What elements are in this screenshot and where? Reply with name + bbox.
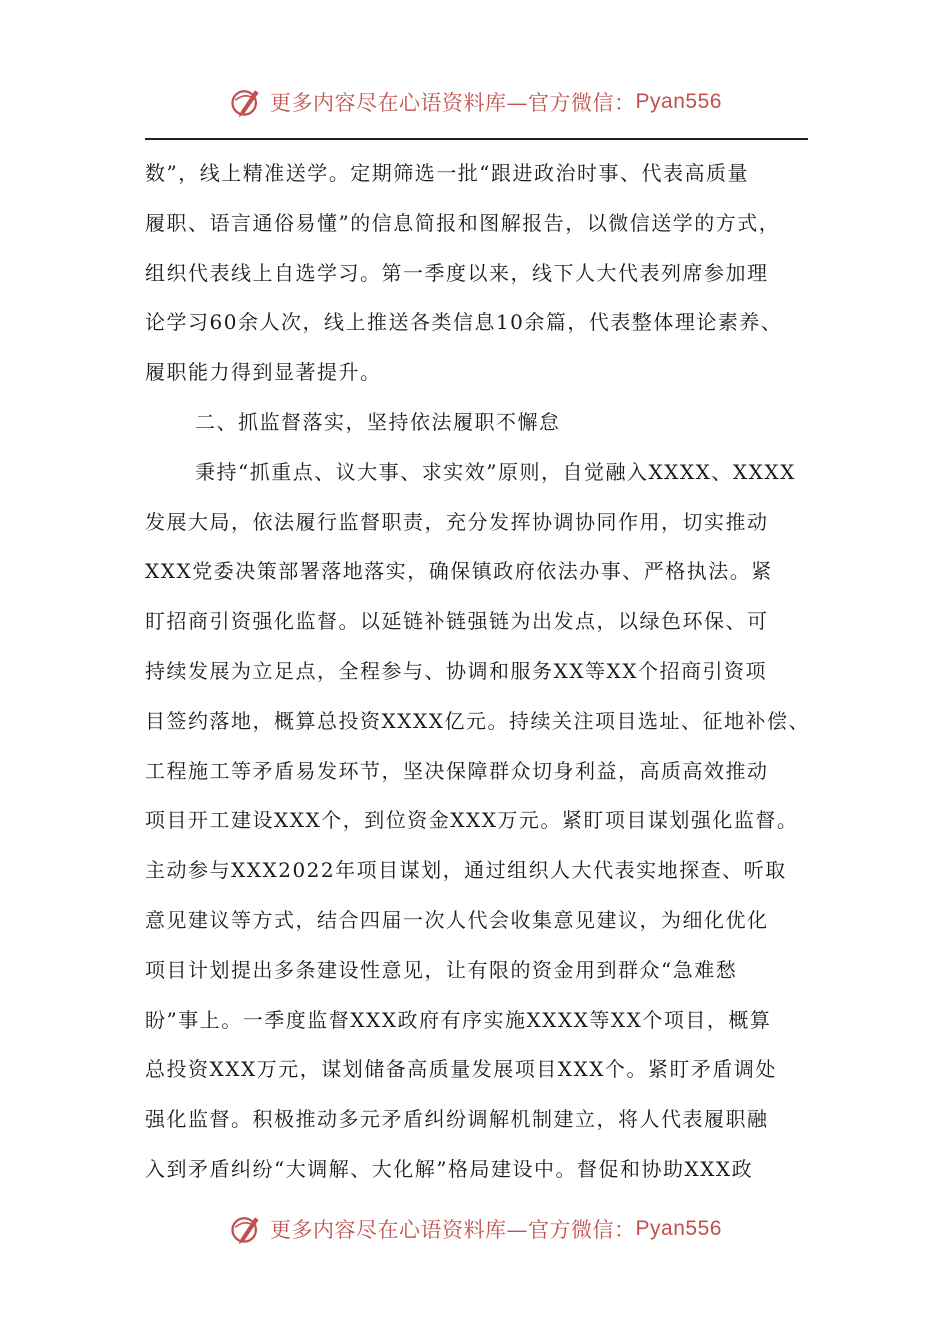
body-line: 盯招商引资强化监督。以延链补链强链为出发点，以绿色环保、可 <box>145 609 769 634</box>
body-line: 持续发展为立足点，全程参与、协调和服务XX等XX个招商引资项 <box>145 658 767 683</box>
body-line: 项目开工建设XXX个，到位资金XXX万元。紧盯项目谋划强化监督。 <box>145 808 799 833</box>
body-line: 论学习60余人次，线上推送各类信息10余篇，代表整体理论素养、 <box>145 310 783 335</box>
body-line: 项目计划提出多条建设性意见，让有限的资金用到群众“急难愁 <box>145 957 738 982</box>
header-wechat-id: Pyan556 <box>635 90 722 113</box>
body-line: 工程施工等矛盾易发环节，坚决保障群众切身利益，高质高效推动 <box>145 758 769 783</box>
footer-banner-text: 更多内容尽在心语资料库—官方微信： <box>270 1218 636 1242</box>
body-line: 目签约落地，概算总投资XXXX亿元。持续关注项目选址、征地补偿、 <box>145 708 810 733</box>
body-line: 组织代表线上自选学习。第一季度以来，线下人大代表列席参加理 <box>145 260 769 285</box>
body-line: 总投资XXX万元，谋划储备高质量发展项目XXX个。紧盯矛盾调处 <box>145 1057 777 1082</box>
body-line: 履职、语言通俗易懂”的信息简报和图解报告，以微信送学的方式， <box>145 210 781 235</box>
body-line: 主动参与XXX2022年项目谋划，通过组织人大代表实地探查、听取 <box>145 858 787 883</box>
body-line: 意见建议等方式，结合四届一次人代会收集意见建议，为细化优化 <box>145 907 769 932</box>
body-line: 数”，线上精准送学。定期筛选一批“跟进政治时事、代表高质量 <box>145 161 749 185</box>
header-banner <box>0 82 950 122</box>
body-line: 秉持“抓重点、议大事、求实效”原则，自觉融入XXXX、XXXX <box>195 459 796 484</box>
section-heading: 二、抓监督落实，坚持依法履职不懈怠 <box>195 409 561 434</box>
header-banner-text: 更多内容尽在心语资料库—官方微信： <box>270 91 636 115</box>
footer-wechat-id: Pyan556 <box>635 1217 722 1240</box>
footer-banner <box>0 1209 950 1249</box>
document-body <box>145 149 813 1195</box>
body-line: 入到矛盾纠纷“大调解、大化解”格局建设中。督促和协助XXX政 <box>145 1156 754 1181</box>
body-line: 盼”事上。一季度监督XXX政府有序实施XXXX等XX个项目，概算 <box>145 1007 772 1032</box>
body-line: 强化监督。积极推动多元矛盾纠纷调解机制建立，将人代表履职融 <box>145 1107 769 1132</box>
body-line: 履职能力得到显著提升。 <box>145 360 382 385</box>
body-line: 发展大局，依法履行监督职责，充分发挥协调协同作用，切实推动 <box>145 509 769 534</box>
header-divider <box>145 138 808 140</box>
pen-logo-icon <box>228 1211 264 1247</box>
body-line: XXX党委决策部署落地落实，确保镇政府依法办事、严格执法。紧 <box>145 559 773 584</box>
pen-logo-icon <box>228 84 264 120</box>
